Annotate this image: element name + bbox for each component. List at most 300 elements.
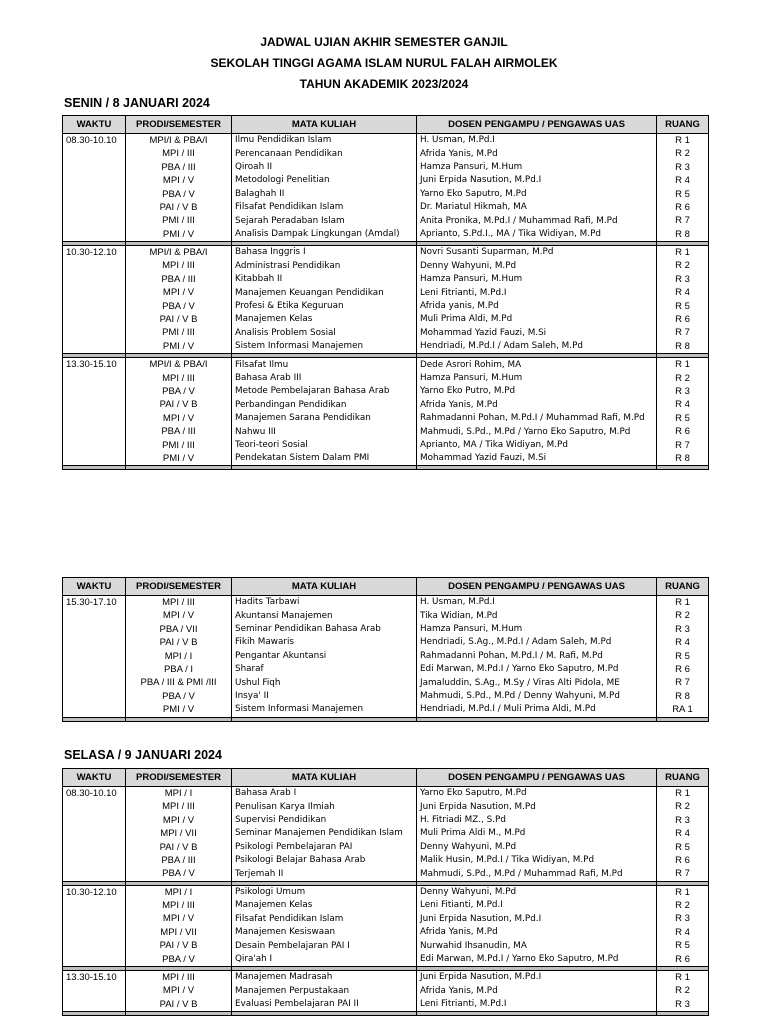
prodi-cell: PAI / V B xyxy=(126,841,232,854)
prodi-cell: PAI / V B xyxy=(126,636,232,649)
table-row xyxy=(63,998,709,1012)
table-row xyxy=(63,452,709,466)
course-cell: Kitabbah II xyxy=(232,273,417,286)
time-cell xyxy=(63,867,126,881)
time-cell xyxy=(63,841,126,854)
room-cell: R 5 xyxy=(657,939,709,952)
lecturer-cell: Afrida Yanis, M.Pd xyxy=(417,984,657,997)
table-row xyxy=(63,953,709,967)
table-row xyxy=(63,690,709,703)
table-row xyxy=(63,841,709,854)
header-row xyxy=(63,116,709,134)
time-cell xyxy=(63,398,126,411)
lecturer-cell: Leni Fitrianti, M.Pd.I xyxy=(417,998,657,1012)
prodi-cell: PBA / III xyxy=(126,161,232,174)
table-row xyxy=(63,854,709,867)
course-cell: Hadits Tarbawi xyxy=(232,596,417,610)
col-header-ruang: RUANG xyxy=(657,578,709,596)
col-header-ruang: RUANG xyxy=(657,116,709,134)
course-cell: Ushul Fiqh xyxy=(232,676,417,689)
prodi-cell: PBA / III xyxy=(126,854,232,867)
time-cell xyxy=(63,161,126,174)
course-cell: Psikologi Umum xyxy=(232,885,417,899)
room-cell: R 3 xyxy=(657,814,709,827)
day-heading-senin: SENIN / 8 JANUARI 2024 xyxy=(64,96,210,110)
separator-cell xyxy=(232,717,417,721)
prodi-cell: MPI / III xyxy=(126,899,232,912)
course-cell: Akuntansi Manajemen xyxy=(232,609,417,622)
course-cell: Qira'ah I xyxy=(232,953,417,967)
prodi-cell: PBA / V xyxy=(126,188,232,201)
course-cell: Qiroah II xyxy=(232,161,417,174)
room-cell: R 2 xyxy=(657,609,709,622)
room-cell: R 4 xyxy=(657,926,709,939)
room-cell: R 3 xyxy=(657,623,709,636)
room-cell: R 5 xyxy=(657,300,709,313)
table-row xyxy=(63,358,709,372)
separator-cell xyxy=(232,1012,417,1016)
time-cell: 15.30-17.10 xyxy=(63,596,126,610)
course-cell: Sharaf xyxy=(232,663,417,676)
course-cell: Bahasa Inggris I xyxy=(232,246,417,260)
course-cell: Fikih Mawaris xyxy=(232,636,417,649)
time-cell: 08.30-10.10 xyxy=(63,134,126,148)
time-cell: 10.30-12.10 xyxy=(63,885,126,899)
room-cell: R 4 xyxy=(657,174,709,187)
prodi-cell: MPI/I & PBA/I xyxy=(126,358,232,372)
header-row xyxy=(63,578,709,596)
room-cell: R 6 xyxy=(657,201,709,214)
table-row xyxy=(63,273,709,286)
room-cell: R 1 xyxy=(657,596,709,610)
table-row xyxy=(63,439,709,452)
time-cell xyxy=(63,260,126,273)
room-cell: R 8 xyxy=(657,452,709,466)
time-cell xyxy=(63,998,126,1012)
table-row xyxy=(63,161,709,174)
course-cell: Psikologi Pembelajaran PAI xyxy=(232,841,417,854)
time-cell xyxy=(63,201,126,214)
table-row xyxy=(63,596,709,610)
lecturer-cell: Hamza Pansuri, M.Hum xyxy=(417,161,657,174)
course-cell: Metode Pembelajaran Bahasa Arab xyxy=(232,385,417,398)
lecturer-cell: Anita Pronika, M.Pd.I / Muhammad Rafi, M.Pd xyxy=(417,214,657,227)
prodi-cell: MPI / III xyxy=(126,971,232,985)
table-row xyxy=(63,174,709,187)
room-cell: R 3 xyxy=(657,385,709,398)
col-header-dosen: DOSEN PENGAMPU / PENGAWAS UAS xyxy=(417,116,657,134)
room-cell: R 1 xyxy=(657,246,709,260)
col-header-dosen: DOSEN PENGAMPU / PENGAWAS UAS xyxy=(417,578,657,596)
separator-cell xyxy=(417,1012,657,1016)
course-cell: Sistem Informasi Manajemen xyxy=(232,340,417,354)
prodi-cell: MPI / VII xyxy=(126,827,232,840)
room-cell: R 6 xyxy=(657,663,709,676)
col-header-dosen: DOSEN PENGAMPU / PENGAWAS UAS xyxy=(417,769,657,787)
table-row xyxy=(63,412,709,425)
room-cell: R 1 xyxy=(657,134,709,148)
lecturer-cell: Mahmudi, S.Pd., M.Pd / Muhammad Rafi, M.Pd xyxy=(417,867,657,881)
time-cell xyxy=(63,636,126,649)
time-cell xyxy=(63,690,126,703)
separator-cell xyxy=(417,717,657,721)
course-cell: Psikologi Belajar Bahasa Arab xyxy=(232,854,417,867)
lecturer-cell: Nurwahid Ihsanudin, MA xyxy=(417,939,657,952)
prodi-cell: MPI / III xyxy=(126,147,232,160)
room-cell: R 7 xyxy=(657,326,709,339)
course-cell: Profesi & Etika Keguruan xyxy=(232,300,417,313)
prodi-cell: MPI / V xyxy=(126,984,232,997)
lecturer-cell: Mohammad Yazid Fauzi, M.Si xyxy=(417,452,657,466)
time-cell xyxy=(63,188,126,201)
room-cell: R 7 xyxy=(657,439,709,452)
prodi-cell: MPI / V xyxy=(126,412,232,425)
prodi-cell: PMI / V xyxy=(126,452,232,466)
time-cell xyxy=(63,313,126,326)
room-cell: R 4 xyxy=(657,636,709,649)
prodi-cell: MPI / III xyxy=(126,260,232,273)
course-cell: Manajemen Keuangan Pendidikan xyxy=(232,286,417,299)
course-cell: Manajemen Sarana Pendidikan xyxy=(232,412,417,425)
room-cell: R 3 xyxy=(657,913,709,926)
time-cell xyxy=(63,650,126,663)
prodi-cell: PAI / V B xyxy=(126,398,232,411)
lecturer-cell: Leni Fitianti, M.Pd.I xyxy=(417,899,657,912)
table-row xyxy=(63,636,709,649)
prodi-cell: PBA / V xyxy=(126,385,232,398)
prodi-cell: PBA / V xyxy=(126,300,232,313)
room-cell: R 6 xyxy=(657,953,709,967)
room-cell: R 2 xyxy=(657,372,709,385)
course-cell: Manajemen Perpustakaan xyxy=(232,984,417,997)
prodi-cell: MPI / V xyxy=(126,913,232,926)
lecturer-cell: Mahmudi, S.Pd., M.Pd / Yarno Eko Saputro, M.Pd xyxy=(417,425,657,438)
table-row xyxy=(63,260,709,273)
col-header-ruang: RUANG xyxy=(657,769,709,787)
course-cell: Filsafat Pendidikan Islam xyxy=(232,201,417,214)
course-cell: Manajemen Madrasah xyxy=(232,971,417,985)
separator-cell xyxy=(232,466,417,470)
time-cell xyxy=(63,609,126,622)
course-cell: Manajemen Kelas xyxy=(232,899,417,912)
lecturer-cell: Juni Erpida Nasution, M.Pd.I xyxy=(417,971,657,985)
table-row xyxy=(63,246,709,260)
course-cell: Desain Pembelajaran PAI I xyxy=(232,939,417,952)
lecturer-cell: Muli Prima Aldi M., M.Pd xyxy=(417,827,657,840)
course-cell: Seminar Manajemen Pendidikan Islam xyxy=(232,827,417,840)
prodi-cell: PMI / III xyxy=(126,439,232,452)
lecturer-cell: Afrida Yanis, M.Pd xyxy=(417,147,657,160)
schedule-table xyxy=(62,115,709,470)
lecturer-cell: Juni Erpida Nasution, M.Pd xyxy=(417,800,657,813)
prodi-cell: PMI / V xyxy=(126,703,232,717)
time-cell xyxy=(63,984,126,997)
lecturer-cell: Mahmudi, S.Pd., M.Pd / Denny Wahyuni, M.Pd xyxy=(417,690,657,703)
table-row xyxy=(63,800,709,813)
prodi-cell: PAI / V B xyxy=(126,939,232,952)
table-row xyxy=(63,623,709,636)
table-row xyxy=(63,984,709,997)
col-header-waktu: WAKTU xyxy=(63,116,126,134)
room-cell: R 8 xyxy=(657,228,709,242)
course-cell: Pendekatan Sistem Dalam PMI xyxy=(232,452,417,466)
doc-title-line-2: SEKOLAH TINGGI AGAMA ISLAM NURUL FALAH AIRMOLEK xyxy=(210,56,558,70)
time-cell xyxy=(63,174,126,187)
course-cell: Manajemen Kesiswaan xyxy=(232,926,417,939)
col-header-mata-kuliah: MATA KULIAH xyxy=(232,116,417,134)
col-header-mata-kuliah: MATA KULIAH xyxy=(232,769,417,787)
table-row xyxy=(63,971,709,985)
room-cell: R 3 xyxy=(657,273,709,286)
separator-cell xyxy=(657,1012,709,1016)
table-row xyxy=(63,703,709,717)
table-row xyxy=(63,913,709,926)
time-cell xyxy=(63,939,126,952)
room-cell: R 6 xyxy=(657,425,709,438)
table-row xyxy=(63,340,709,354)
room-cell: R 5 xyxy=(657,650,709,663)
prodi-cell: MPI / V xyxy=(126,286,232,299)
course-cell: Evaluasi Pembelajaran PAI II xyxy=(232,998,417,1012)
lecturer-cell: Afrida Yanis, M.Pd xyxy=(417,398,657,411)
lecturer-cell: Muli Prima Aldi, M.Pd xyxy=(417,313,657,326)
separator-cell xyxy=(126,1012,232,1016)
lecturer-cell: Edi Marwan, M.Pd.I / Yarno Eko Saputro, M.Pd xyxy=(417,953,657,967)
time-cell xyxy=(63,814,126,827)
course-cell: Balaghah II xyxy=(232,188,417,201)
separator-cell xyxy=(657,466,709,470)
separator-cell xyxy=(657,717,709,721)
lecturer-cell: Aprianto, MA / Tika Widiyan, M.Pd xyxy=(417,439,657,452)
room-cell: R 8 xyxy=(657,340,709,354)
lecturer-cell: H. Usman, M.Pd.I xyxy=(417,134,657,148)
table-row xyxy=(63,939,709,952)
prodi-cell: MPI / I xyxy=(126,885,232,899)
lecturer-cell: Hamza Pansuri, M.Hum xyxy=(417,372,657,385)
lecturer-cell: Afrida yanis, M.Pd xyxy=(417,300,657,313)
course-cell: Filsafat Pendidikan Islam xyxy=(232,913,417,926)
separator-cell xyxy=(63,717,126,721)
lecturer-cell: Juni Erpida Nasution, M.Pd.I xyxy=(417,174,657,187)
course-cell: Supervisi Pendidikan xyxy=(232,814,417,827)
prodi-cell: MPI / V xyxy=(126,174,232,187)
prodi-cell: PBA / I xyxy=(126,663,232,676)
table-row xyxy=(63,425,709,438)
table-row xyxy=(63,300,709,313)
lecturer-cell: Aprianto, S.Pd.I., MA / Tika Widiyan, M.Pd xyxy=(417,228,657,242)
table-row xyxy=(63,372,709,385)
prodi-cell: MPI / I xyxy=(126,787,232,801)
table-row xyxy=(63,885,709,899)
lecturer-cell: Jamaluddin, S.Ag., M.Sy / Viras Alti Pidola, ME xyxy=(417,676,657,689)
table-row xyxy=(63,134,709,148)
course-cell: Nahwu III xyxy=(232,425,417,438)
lecturer-cell: Tika Widian, M.Pd xyxy=(417,609,657,622)
room-cell: R 2 xyxy=(657,260,709,273)
col-header-mata-kuliah: MATA KULIAH xyxy=(232,578,417,596)
lecturer-cell: Edi Marwan, M.Pd.I / Yarno Eko Saputro, M.Pd xyxy=(417,663,657,676)
prodi-cell: PBA / VII xyxy=(126,623,232,636)
time-cell xyxy=(63,273,126,286)
col-header-waktu: WAKTU xyxy=(63,769,126,787)
course-cell: Teori-teori Sosial xyxy=(232,439,417,452)
lecturer-cell: H. Usman, M.Pd.I xyxy=(417,596,657,610)
lecturer-cell: Rahmadanni Pohan, M.Pd.I / M. Rafi, M.Pd xyxy=(417,650,657,663)
course-cell: Perbandingan Pendidikan xyxy=(232,398,417,411)
table-row xyxy=(63,398,709,411)
table-row xyxy=(63,663,709,676)
lecturer-cell: Hendriadi, M.Pd.I / Adam Saleh, M.Pd xyxy=(417,340,657,354)
header-row xyxy=(63,769,709,787)
group-separator xyxy=(63,1012,709,1016)
time-cell xyxy=(63,452,126,466)
separator-cell xyxy=(63,466,126,470)
course-cell: Perencanaan Pendidikan xyxy=(232,147,417,160)
table-row xyxy=(63,313,709,326)
room-cell: R 5 xyxy=(657,841,709,854)
course-cell: Bahasa Arab III xyxy=(232,372,417,385)
time-cell xyxy=(63,854,126,867)
schedule-table xyxy=(62,577,709,722)
lecturer-cell: Hamza Pansuri, M.Hum xyxy=(417,273,657,286)
lecturer-cell: Afrida Yanis, M.Pd xyxy=(417,926,657,939)
room-cell: R 2 xyxy=(657,899,709,912)
course-cell: Terjemah II xyxy=(232,867,417,881)
time-cell xyxy=(63,623,126,636)
time-cell xyxy=(63,147,126,160)
lecturer-cell: Hamza Pansuri, M.Hum xyxy=(417,623,657,636)
time-cell xyxy=(63,214,126,227)
room-cell: R 4 xyxy=(657,827,709,840)
course-cell: Ilmu Pendidikan Islam xyxy=(232,134,417,148)
time-cell xyxy=(63,953,126,967)
prodi-cell: MPI / VII xyxy=(126,926,232,939)
course-cell: Analisis Problem Sosial xyxy=(232,326,417,339)
course-cell: Bahasa Arab I xyxy=(232,787,417,801)
prodi-cell: MPI / V xyxy=(126,814,232,827)
time-cell xyxy=(63,800,126,813)
course-cell: Penulisan Karya Ilmiah xyxy=(232,800,417,813)
time-cell xyxy=(63,385,126,398)
prodi-cell: PMI / III xyxy=(126,214,232,227)
room-cell: R 5 xyxy=(657,188,709,201)
room-cell: R 2 xyxy=(657,800,709,813)
prodi-cell: PBA / V xyxy=(126,690,232,703)
time-cell xyxy=(63,340,126,354)
lecturer-cell: Denny Wahyuni, M.Pd xyxy=(417,841,657,854)
prodi-cell: MPI/I & PBA/I xyxy=(126,246,232,260)
group-separator xyxy=(63,717,709,721)
table-row xyxy=(63,228,709,242)
lecturer-cell: Hendriadi, S.Ag., M.Pd.I / Adam Saleh, M.Pd xyxy=(417,636,657,649)
lecturer-cell: Denny Wahyuni, M.Pd xyxy=(417,260,657,273)
doc-title-line-1: JADWAL UJIAN AKHIR SEMESTER GANJIL xyxy=(260,35,508,49)
table-row xyxy=(63,201,709,214)
room-cell: R 6 xyxy=(657,854,709,867)
lecturer-cell: Dede Asrori Rohim, MA xyxy=(417,358,657,372)
lecturer-cell: Juni Erpida Nasution, M.Pd.I xyxy=(417,913,657,926)
time-cell: 08.30-10.10 xyxy=(63,787,126,801)
schedule-table xyxy=(62,768,709,1016)
table-row xyxy=(63,326,709,339)
doc-title-line-3: TAHUN AKADEMIK 2023/2024 xyxy=(299,77,469,91)
lecturer-cell: Yarno Eko Saputro, M.Pd xyxy=(417,787,657,801)
time-cell: 13.30-15.10 xyxy=(63,358,126,372)
table-row xyxy=(63,286,709,299)
room-cell: R 4 xyxy=(657,398,709,411)
table-row xyxy=(63,899,709,912)
course-cell: Analisis Dampak Lingkungan (Amdal) xyxy=(232,228,417,242)
table-row xyxy=(63,147,709,160)
room-cell: R 2 xyxy=(657,147,709,160)
time-cell: 13.30-15.10 xyxy=(63,971,126,985)
group-separator xyxy=(63,466,709,470)
room-cell: R 1 xyxy=(657,885,709,899)
table-row xyxy=(63,827,709,840)
prodi-cell: PBA / III xyxy=(126,273,232,286)
room-cell: R 3 xyxy=(657,998,709,1012)
room-cell: R 7 xyxy=(657,676,709,689)
time-cell xyxy=(63,676,126,689)
course-cell: Administrasi Pendidikan xyxy=(232,260,417,273)
course-cell: Insya' II xyxy=(232,690,417,703)
lecturer-cell: Denny Wahyuni, M.Pd xyxy=(417,885,657,899)
time-cell xyxy=(63,372,126,385)
room-cell: R 7 xyxy=(657,214,709,227)
table-row xyxy=(63,787,709,801)
time-cell xyxy=(63,899,126,912)
course-cell: Manajemen Kelas xyxy=(232,313,417,326)
course-cell: Pengantar Akuntansi xyxy=(232,650,417,663)
room-cell: R 4 xyxy=(657,286,709,299)
day-heading-selasa: SELASA / 9 JANUARI 2024 xyxy=(64,748,222,762)
room-cell: R 3 xyxy=(657,161,709,174)
lecturer-cell: Hendriadi, M.Pd.I / Muli Prima Aldi, M.Pd xyxy=(417,703,657,717)
prodi-cell: PMI / V xyxy=(126,340,232,354)
room-cell: R 8 xyxy=(657,690,709,703)
course-cell: Seminar Pendidikan Bahasa Arab xyxy=(232,623,417,636)
prodi-cell: MPI/I & PBA/I xyxy=(126,134,232,148)
time-cell xyxy=(63,326,126,339)
lecturer-cell: Yarno Eko Saputro, M.Pd xyxy=(417,188,657,201)
room-cell: RA 1 xyxy=(657,703,709,717)
prodi-cell: PBA / III & PMI /III xyxy=(126,676,232,689)
prodi-cell: MPI / III xyxy=(126,372,232,385)
table-row xyxy=(63,214,709,227)
lecturer-cell: Leni Fitrianti, M.Pd.I xyxy=(417,286,657,299)
room-cell: R 1 xyxy=(657,971,709,985)
time-cell xyxy=(63,913,126,926)
table-row xyxy=(63,609,709,622)
prodi-cell: MPI / III xyxy=(126,596,232,610)
prodi-cell: PAI / V B xyxy=(126,998,232,1012)
time-cell xyxy=(63,300,126,313)
col-header-prodi: PRODI/SEMESTER xyxy=(126,578,232,596)
course-cell: Sejarah Peradaban Islam xyxy=(232,214,417,227)
time-cell xyxy=(63,286,126,299)
room-cell: R 2 xyxy=(657,984,709,997)
time-cell xyxy=(63,703,126,717)
time-cell xyxy=(63,228,126,242)
col-header-prodi: PRODI/SEMESTER xyxy=(126,116,232,134)
separator-cell xyxy=(126,466,232,470)
room-cell: R 6 xyxy=(657,313,709,326)
room-cell: R 5 xyxy=(657,412,709,425)
lecturer-cell: Rahmadanni Pohan, M.Pd.I / Muhammad Rafi, M.Pd xyxy=(417,412,657,425)
prodi-cell: PBA / III xyxy=(126,425,232,438)
lecturer-cell: Mohammad Yazid Fauzi, M.Si xyxy=(417,326,657,339)
table-row xyxy=(63,926,709,939)
